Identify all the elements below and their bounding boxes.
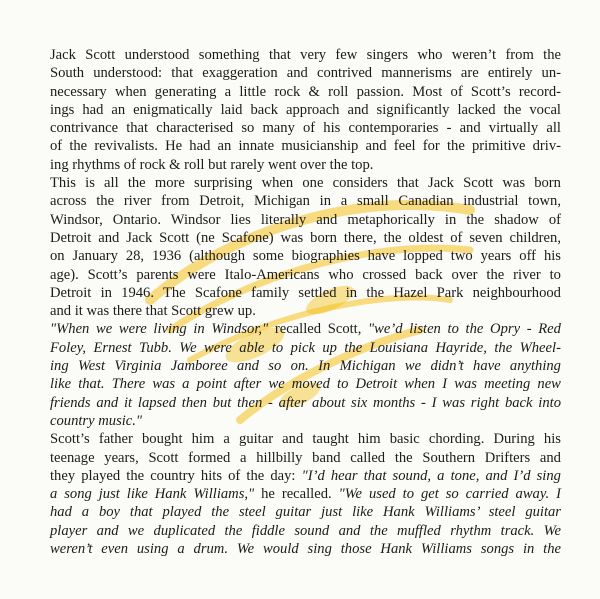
text-line: ings had an enigmatically laid back approach and significantly lacked the vocal [50,101,561,118]
text-line: player and we duplicated the fiddle sound and the muffled rhythm track. We [50,522,561,539]
text-line: Scott’s father bought him a guitar and taught him basic chording. During his [50,431,561,448]
text-line: necessary when generating a little rock & roll passion. Most of Scott’s record- [50,83,562,100]
text-line: Detroit in 1946. The Scafone family settled in the Hazel Park neighbourhood [50,284,561,301]
quote-span: "I’d hear that sound, a tone, and I’d sing [301,467,561,484]
text-line: age). Scott’s parents were Italo-Americans who crossed back over the river to [50,266,561,283]
text-line: on January 28, 1936 (although some biographies have lopped two years off his [50,248,561,265]
quote-span: "we’d listen to the Opry - Red [368,321,561,338]
narration-span: they played the country hits of the day: [50,467,302,484]
quote-span: "When we were living in Windsor," [50,321,269,338]
text-line: Windsor, Ontario. Windsor lies literally and metaphorically in the shadow of [50,211,561,228]
text-line: weren’t even using a drum. We would sing those Hank Williams songs in the [50,541,562,558]
text-line: like that. There was a point after we moved to Detroit when I was meeting new [50,376,561,393]
text-line: ing rhythms of rock & roll but rarely went over the top. [50,156,374,173]
text-line: had a boy that played the steel guitar just like Hank Williams’ steel guitar [50,504,561,521]
text-line: Foley, Ernest Tubb. We were able to pick up the Louisiana Hayride, the Wheel- [50,339,561,356]
text-line: contrivance that characterised so many of his contemporaries - and virtually all [50,120,561,137]
body-text [50,46,561,558]
text-line: across the river from Detroit, Michigan in a small Canadian industrial town, [50,193,561,210]
text-line-mixed [50,320,561,338]
quote-span: a song just like Hank Williams," [50,486,255,503]
text-line: and it was there that Scott grew up. [50,303,256,320]
text-line: country music." [50,412,143,429]
text-line: ing West Virginia Jamboree and so on. In Michigan we didn’t have anything [50,358,561,375]
text-line: South understood: that exaggeration and contrived mannerisms are entirely un- [50,65,562,82]
text-line: This is all the more surprising when one considers that Jack Scott was born [50,175,561,192]
text-line: of the revivalists. He had an innate musicianship and feel for the primitive driv- [50,138,561,155]
attribution-span: recalled Scott, [268,321,369,338]
text-line-mixed [50,485,561,503]
quote-span: "We used to get so carried away. I [338,486,561,503]
text-line: teenage years, Scott formed a hillbilly band called the Southern Drifters and [50,449,561,466]
text-line: friends and it lapsed then but then - after about six months - I was right back into [50,394,562,411]
text-line: Detroit and Jack Scott (ne Scafone) was born there, the oldest of seven children, [50,229,561,246]
attribution-span: he recalled. [254,486,339,503]
text-line-mixed [50,467,561,485]
text-line: Jack Scott understood something that very few singers who weren’t from the [50,47,561,63]
